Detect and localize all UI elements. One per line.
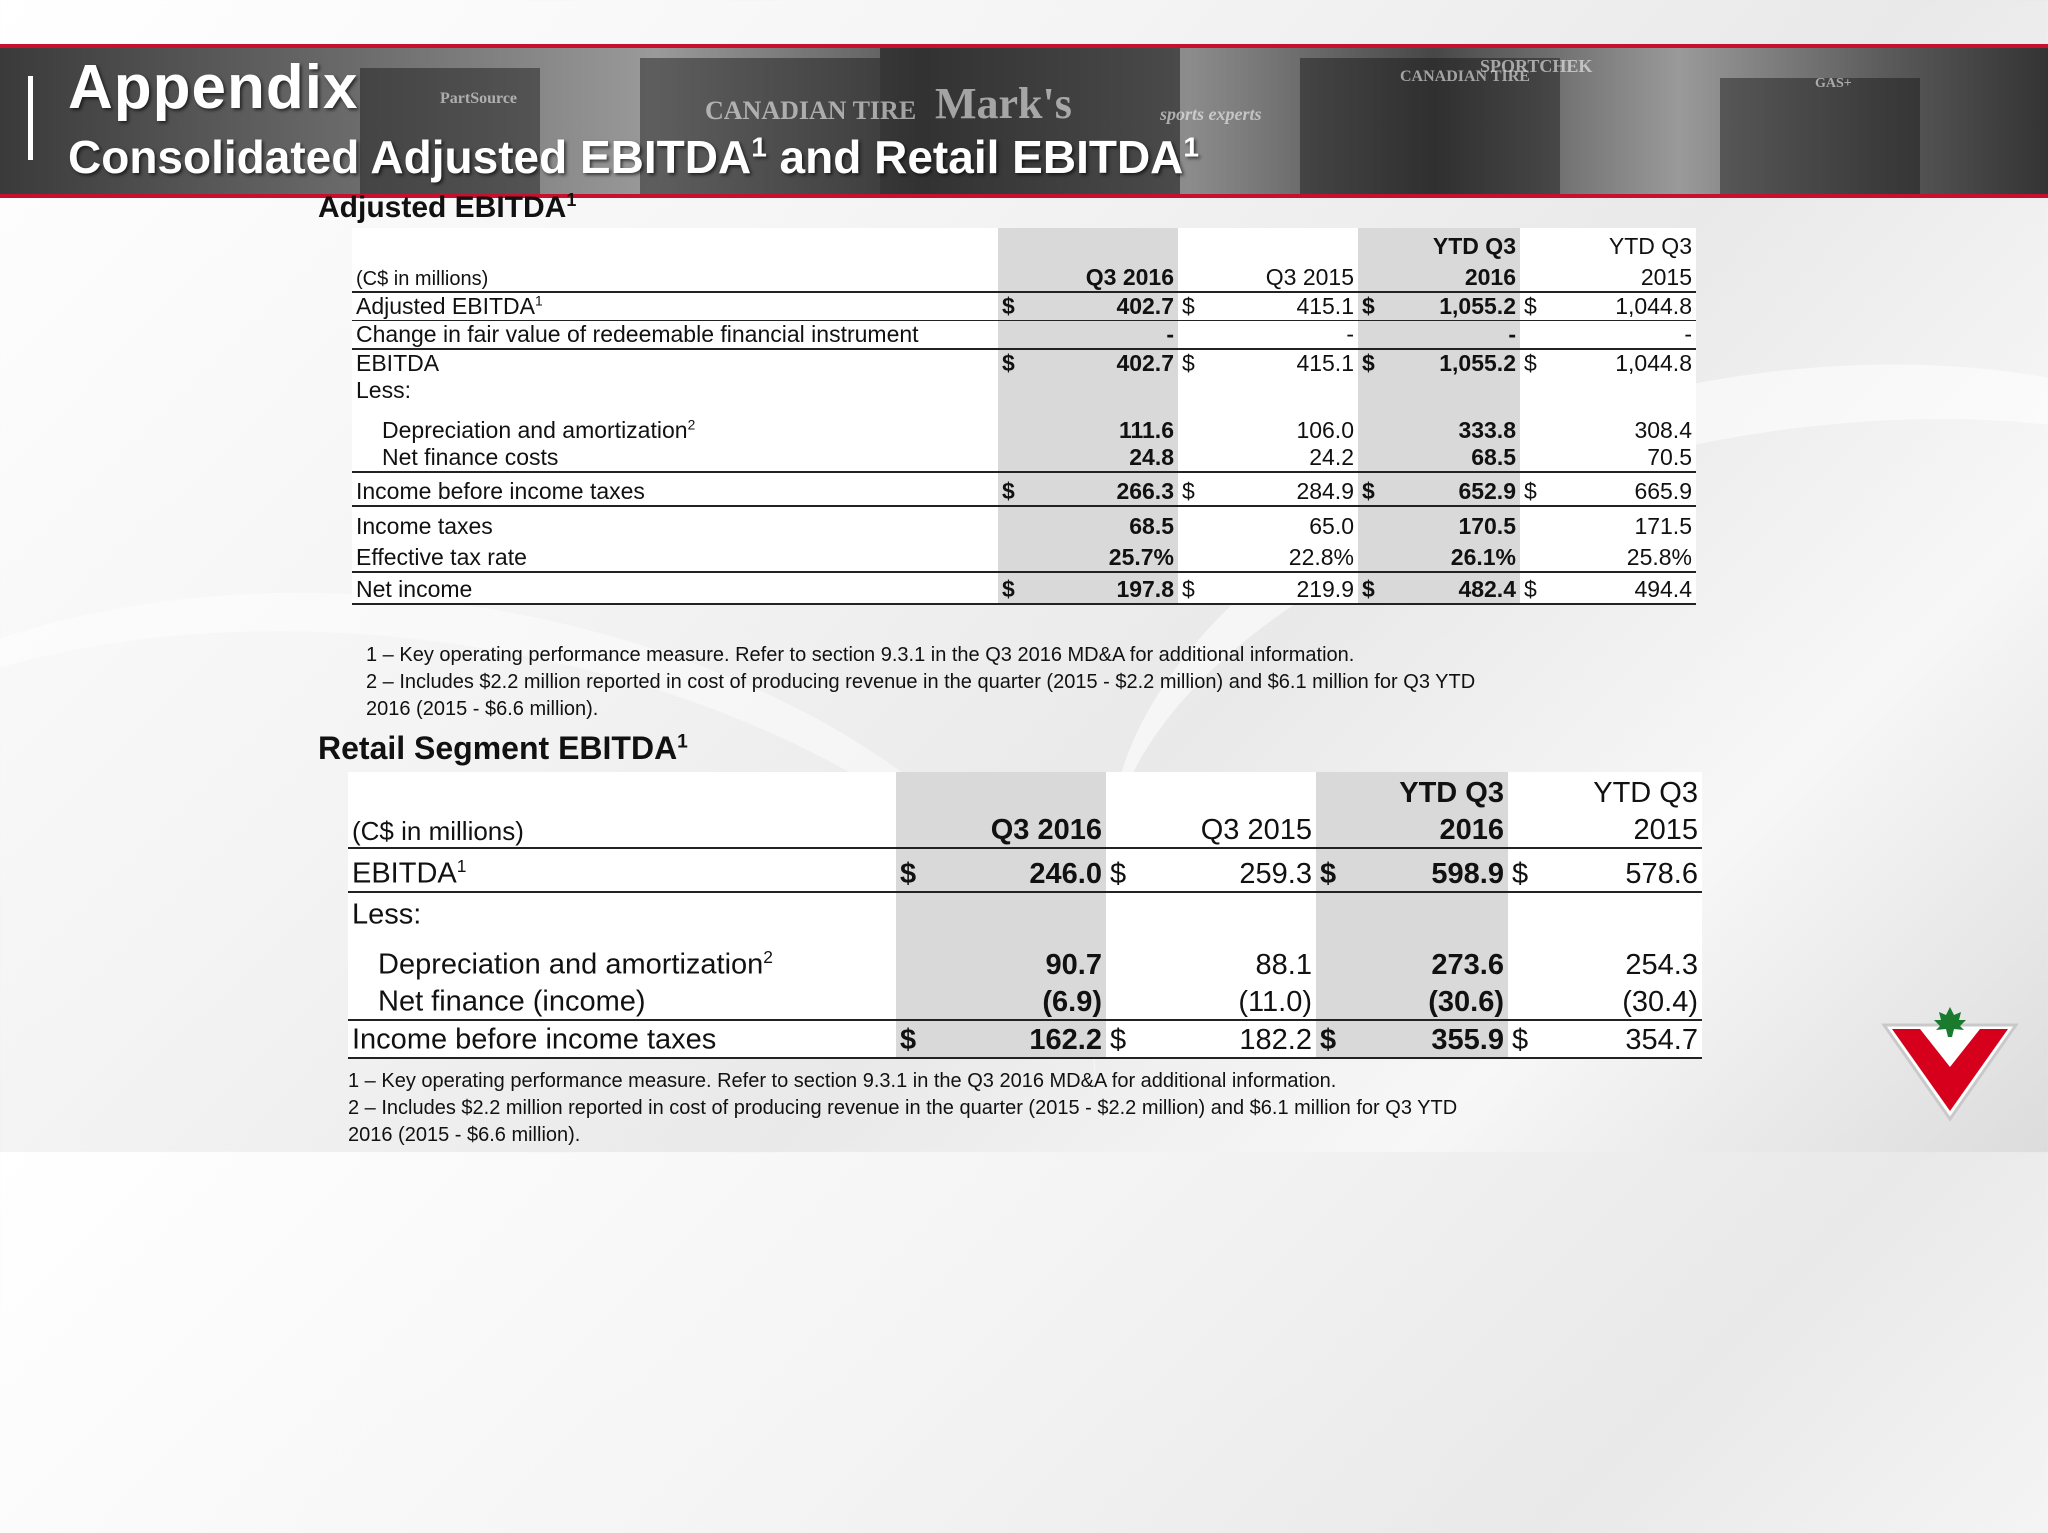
row-label: Net finance (income)	[348, 982, 896, 1020]
footnotes-adjusted	[366, 642, 1475, 723]
value-cell: 308.4	[1634, 417, 1692, 443]
value-cell	[948, 892, 1106, 932]
col-header: 2015	[1560, 810, 1702, 848]
currency-symbol: $	[1182, 293, 1195, 319]
table-header-row	[348, 810, 1702, 848]
table-row	[348, 1020, 1702, 1058]
banner-sign: PartSource	[440, 90, 518, 107]
table-row	[352, 444, 1696, 472]
canadian-tire-logo-icon	[1880, 1005, 2020, 1123]
value-cell: (11.0)	[1158, 982, 1316, 1020]
value-cell: -	[1044, 321, 1178, 350]
value-cell	[1158, 892, 1316, 932]
row-label: Depreciation and amortization$^2$	[382, 417, 696, 443]
value-cell	[1404, 377, 1520, 404]
table-row	[348, 982, 1702, 1020]
banner-sign: GAS+	[1815, 76, 1852, 91]
currency-symbol	[1358, 506, 1404, 540]
currency-symbol: $	[1524, 293, 1537, 319]
currency-symbol	[1508, 932, 1560, 982]
value-cell: 259.3	[1158, 848, 1316, 892]
banner-sign: Mark's	[935, 79, 1072, 128]
col-header: Q3 2016	[948, 810, 1106, 848]
currency-symbol	[1106, 932, 1158, 982]
units-label: (C$ in millions)	[348, 810, 896, 848]
currency-symbol: $	[1520, 572, 1566, 604]
currency-symbol: $	[998, 292, 1044, 321]
col-header: Q3 2016	[1044, 260, 1178, 292]
currency-symbol	[1316, 892, 1368, 932]
col-header: 2016	[1368, 810, 1508, 848]
row-label: Net income	[352, 572, 998, 604]
row-label: Income before income taxes	[348, 1020, 896, 1058]
currency-symbol	[1178, 540, 1224, 572]
row-label: Net finance costs	[352, 444, 998, 472]
currency-symbol	[1358, 540, 1404, 572]
value-cell: 162.2	[948, 1020, 1106, 1058]
value-cell: -	[1566, 321, 1696, 350]
table-row	[352, 349, 1696, 377]
value-cell: 665.9	[1566, 472, 1696, 506]
currency-symbol: $	[1520, 472, 1566, 506]
footnote: 2 – Includes $2.2 million reported in cost of producing revenue in the quarter (2015 - $2.2 million) and $6.1 million for Q3 YTD	[348, 1097, 1458, 1119]
table-header-row	[352, 228, 1696, 260]
col-header: YTD Q3	[1608, 233, 1692, 259]
currency-symbol	[1178, 404, 1224, 444]
value-cell: 25.8%	[1566, 540, 1696, 572]
value-cell: 402.7	[1044, 349, 1178, 377]
currency-symbol	[896, 892, 948, 932]
value-cell: 246.0	[948, 848, 1106, 892]
table-row	[352, 292, 1696, 321]
currency-symbol	[1520, 506, 1566, 540]
banner-sign: SPORTCHEK	[1480, 56, 1593, 76]
currency-symbol	[1178, 321, 1224, 350]
currency-symbol	[1508, 982, 1560, 1020]
table-row	[348, 848, 1702, 892]
currency-symbol	[896, 932, 948, 982]
value-cell: 171.5	[1634, 513, 1692, 539]
value-cell: 25.7%	[1044, 540, 1178, 572]
value-cell: 65.0	[1309, 513, 1354, 539]
footnote: 2016 (2015 - $6.6 million).	[348, 1124, 581, 1146]
currency-symbol	[1520, 444, 1566, 472]
value-cell: 578.6	[1560, 848, 1702, 892]
col-header: YTD Q3	[1368, 772, 1508, 810]
currency-symbol	[1178, 506, 1224, 540]
currency-symbol	[1520, 540, 1566, 572]
currency-symbol: $	[1508, 1020, 1560, 1058]
currency-symbol: $	[1316, 848, 1368, 892]
currency-symbol	[998, 377, 1044, 404]
value-cell: 26.1%	[1404, 540, 1520, 572]
currency-symbol: $	[1358, 349, 1404, 377]
currency-symbol	[1358, 377, 1404, 404]
currency-symbol: $	[1106, 848, 1158, 892]
currency-symbol: $	[1358, 472, 1404, 506]
value-cell: (6.9)	[948, 982, 1106, 1020]
currency-symbol	[1358, 321, 1404, 350]
currency-symbol: $	[1178, 472, 1224, 506]
currency-symbol: $	[1316, 1020, 1368, 1058]
table-header-row	[352, 260, 1696, 292]
currency-symbol	[1316, 982, 1368, 1020]
value-cell: 68.5	[1404, 444, 1520, 472]
value-cell: 652.9	[1404, 472, 1520, 506]
footnote: 2 – Includes $2.2 million reported in cost of producing revenue in the quarter (2015 - $2.2 million) and $6.1 million for Q3 YTD	[366, 671, 1476, 693]
table-row	[352, 540, 1696, 572]
col-header: Q3 2015	[1158, 810, 1316, 848]
value-cell: 598.9	[1368, 848, 1508, 892]
value-cell: 90.7	[948, 932, 1106, 982]
currency-symbol	[998, 444, 1044, 472]
row-label: Income before income taxes	[352, 472, 998, 506]
value-cell: 354.7	[1560, 1020, 1702, 1058]
row-label: Change in fair value of redeemable financial instrument	[352, 321, 998, 350]
adjusted-ebitda-table	[352, 228, 1696, 605]
value-cell: (30.6)	[1368, 982, 1508, 1020]
currency-symbol: $	[1524, 350, 1537, 376]
page-title: Appendix	[68, 53, 359, 122]
value-cell: -	[1224, 321, 1358, 350]
value-cell: 24.8	[1044, 444, 1178, 472]
col-header: Q3 2015	[1224, 260, 1358, 292]
table-row	[352, 404, 1696, 444]
units-label: (C$ in millions)	[352, 260, 998, 292]
value-cell: 88.1	[1255, 949, 1312, 981]
table-row	[352, 377, 1696, 404]
currency-symbol	[1358, 404, 1404, 444]
value-cell: 482.4	[1404, 572, 1520, 604]
currency-symbol	[998, 540, 1044, 572]
table-row	[352, 321, 1696, 350]
value-cell: 68.5	[1044, 506, 1178, 540]
value-cell: 197.8	[1044, 572, 1178, 604]
row-label: Depreciation and amortization$^2$	[378, 947, 773, 981]
row-label: Income taxes	[356, 513, 493, 539]
currency-symbol	[1520, 321, 1566, 350]
table-row	[348, 892, 1702, 932]
col-header: YTD Q3	[1593, 777, 1698, 809]
currency-symbol	[1508, 892, 1560, 932]
value-cell: 1,055.2	[1404, 292, 1520, 321]
value-cell: 1,055.2	[1404, 349, 1520, 377]
row-label: Less:	[352, 899, 422, 931]
currency-symbol: $	[998, 572, 1044, 604]
value-cell: 254.3	[1625, 949, 1698, 981]
value-cell: 22.8%	[1224, 540, 1358, 572]
col-header: 2016	[1404, 260, 1520, 292]
value-cell: 333.8	[1404, 404, 1520, 444]
banner-sign: CANADIAN TIRE	[705, 96, 917, 125]
footnote: 1 – Key operating performance measure. Refer to section 9.3.1 in the Q3 2016 MD&A for additional information.	[366, 644, 1355, 666]
col-header: YTD Q3	[1404, 228, 1520, 260]
banner-sign: CANADIAN TIRE	[1400, 68, 1530, 85]
value-cell	[1560, 892, 1702, 932]
currency-symbol: $	[1508, 848, 1560, 892]
currency-symbol	[1520, 404, 1566, 444]
value-cell: 219.9	[1224, 572, 1358, 604]
footnote: 1 – Key operating performance measure. Refer to section 9.3.1 in the Q3 2016 MD&A for additional information.	[348, 1070, 1337, 1092]
value-cell: 355.9	[1368, 1020, 1508, 1058]
table-header-row	[348, 772, 1702, 810]
value-cell	[1044, 377, 1178, 404]
currency-symbol	[1106, 982, 1158, 1020]
currency-symbol: $	[1358, 292, 1404, 321]
value-cell: 111.6	[1044, 404, 1178, 444]
row-label: EBITDA	[356, 350, 440, 376]
value-cell: (30.4)	[1560, 982, 1702, 1020]
banner-sign: sports experts	[1160, 104, 1262, 124]
table-row	[352, 506, 1696, 540]
currency-symbol: $	[1178, 572, 1224, 604]
currency-symbol	[1178, 444, 1224, 472]
value-cell: 182.2	[1158, 1020, 1316, 1058]
row-label: Effective tax rate	[352, 540, 998, 572]
currency-symbol	[1106, 892, 1158, 932]
value-cell: 284.9	[1224, 472, 1358, 506]
value-cell: 273.6	[1368, 932, 1508, 982]
value-cell: 402.7	[1044, 292, 1178, 321]
currency-symbol: $	[1182, 350, 1195, 376]
currency-symbol	[1178, 377, 1224, 404]
currency-symbol: $	[896, 1020, 948, 1058]
value-cell	[1368, 892, 1508, 932]
value-cell: 415.1	[1296, 350, 1354, 376]
currency-symbol	[998, 506, 1044, 540]
value-cell: 70.5	[1566, 444, 1696, 472]
value-cell: 494.4	[1566, 572, 1696, 604]
currency-symbol: $	[998, 472, 1044, 506]
footnote: 2016 (2015 - $6.6 million).	[366, 698, 599, 720]
value-cell: -	[1404, 321, 1520, 350]
retail-ebitda-table	[348, 772, 1702, 1059]
currency-symbol: $	[1358, 572, 1404, 604]
currency-symbol: $	[998, 349, 1044, 377]
value-cell	[1224, 377, 1358, 404]
value-cell: 1,044.8	[1615, 293, 1692, 319]
value-cell: 170.5	[1404, 506, 1520, 540]
row-label: EBITDA$^1$	[348, 848, 896, 892]
value-cell: 266.3	[1044, 472, 1178, 506]
currency-symbol	[1358, 444, 1404, 472]
row-label: Adjusted EBITDA$^1$	[356, 293, 543, 319]
currency-symbol	[1316, 932, 1368, 982]
value-cell: 106.0	[1296, 417, 1354, 443]
currency-symbol: $	[1106, 1020, 1158, 1058]
section-title-retail-ebitda: Retail Segment EBITDA$^1$	[318, 730, 688, 766]
currency-symbol	[998, 321, 1044, 350]
row-label: Less:	[356, 377, 411, 403]
title-accent-bar	[28, 76, 33, 160]
col-header: 2015	[1566, 260, 1696, 292]
section-title-adjusted-ebitda: Adjusted EBITDA$^1$	[318, 190, 577, 224]
currency-symbol	[998, 404, 1044, 444]
value-cell: 415.1	[1296, 293, 1354, 319]
table-row	[348, 932, 1702, 982]
page-subtitle: Consolidated Adjusted EBITDA$^1$ and Retail EBITDA$^1$	[68, 131, 1199, 183]
table-row	[352, 472, 1696, 506]
value-cell: 1,044.8	[1615, 350, 1692, 376]
value-cell	[1566, 377, 1696, 404]
table-row	[352, 572, 1696, 604]
footnotes-retail	[348, 1068, 1457, 1149]
currency-symbol	[896, 982, 948, 1020]
currency-symbol	[1520, 377, 1566, 404]
currency-symbol: $	[896, 848, 948, 892]
value-cell: 24.2	[1224, 444, 1358, 472]
